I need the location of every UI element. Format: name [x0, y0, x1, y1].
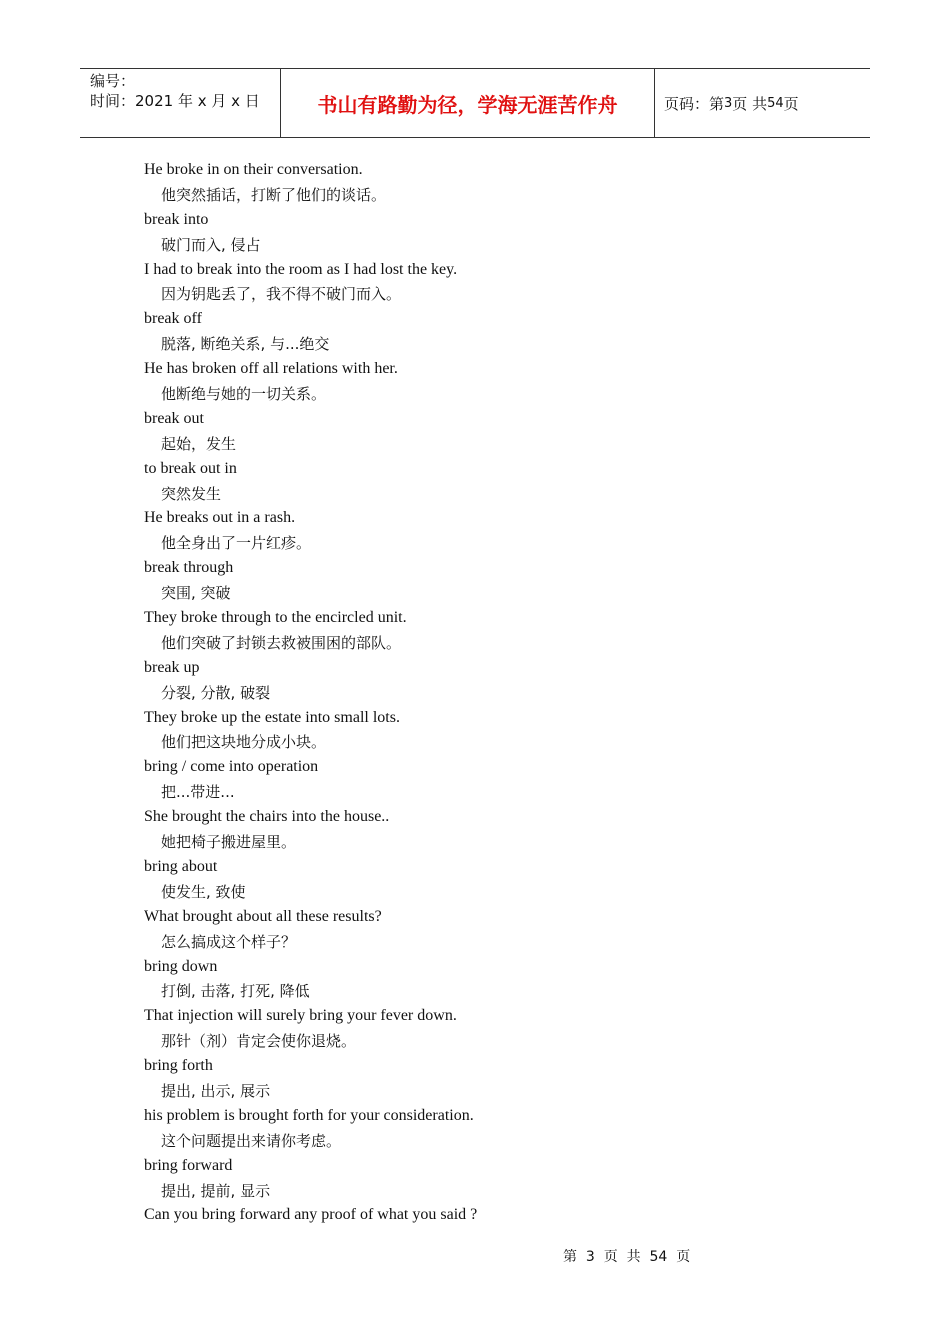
- page-mid: 页 共: [732, 94, 768, 113]
- translation-line: 这个问题提出来请你考虑。: [161, 1131, 342, 1150]
- serial-label: 编号：: [90, 72, 136, 90]
- document-body: [144, 158, 844, 1228]
- translation-line: 起始，发生: [161, 434, 237, 453]
- translation-line: 他们把这块地分成小块。: [161, 733, 327, 752]
- english-line: bring / come into operation: [144, 758, 319, 776]
- page-total: 54: [767, 95, 784, 111]
- english-line: What brought about all these results?: [144, 907, 382, 925]
- page-current: 3: [724, 95, 733, 111]
- english-line: break up: [144, 658, 200, 676]
- translation-line: 打倒, 击落, 打死, 降低: [161, 982, 310, 1001]
- english-line: bring down: [144, 957, 218, 975]
- translation-line: 那针（剂）肯定会使你退烧。: [161, 1032, 357, 1051]
- translation-line: 脱落, 断绝关系, 与...绝交: [161, 335, 330, 354]
- english-line: He has broken off all relations with her.: [144, 360, 398, 378]
- translation-line: 他全身出了一片红疹。: [161, 534, 312, 553]
- translation-line: 怎么搞成这个样子？: [161, 932, 297, 951]
- translation-line: 突然发生: [161, 484, 222, 503]
- translation-line: 使发生, 致使: [161, 882, 246, 901]
- translation-line: 提出, 出示, 展示: [161, 1081, 271, 1100]
- english-line: They broke up the estate into small lots.: [144, 708, 400, 726]
- english-line: He broke in on their conversation.: [144, 161, 363, 178]
- english-line: That injection will surely bring your fever down.: [144, 1007, 457, 1025]
- page-suffix: 页: [783, 94, 799, 113]
- header-motto: 书山有路勤为径，学海无涯苦作舟: [281, 69, 655, 137]
- translation-line: 分裂, 分散, 破裂: [161, 683, 271, 702]
- english-line: I had to break into the room as I had lost the key.: [144, 260, 458, 278]
- header-info: [80, 69, 281, 137]
- translation-line: 他断绝与她的一切关系。: [161, 385, 327, 404]
- header-page-number: [655, 69, 870, 137]
- translation-line: 他突然插话，打断了他们的谈话。: [161, 185, 387, 204]
- translation-line: 他们突破了封锁去救被围困的部队。: [161, 633, 402, 652]
- english-line: bring about: [144, 857, 218, 875]
- translation-line: 把...带进...: [161, 783, 235, 802]
- translation-line: 提出, 提前, 显示: [161, 1181, 271, 1200]
- translation-line: 她把椅子搬进屋里。: [161, 833, 297, 852]
- english-line: Can you bring forward any proof of what you said ?: [144, 1206, 478, 1224]
- translation-line: 因为钥匙丢了，我不得不破门而入。: [161, 285, 402, 304]
- page-prefix: 页码：第: [664, 94, 725, 113]
- english-line: break through: [144, 559, 234, 577]
- translation-line: 突围, 突破: [161, 584, 231, 603]
- english-line: to break out in: [144, 459, 237, 477]
- english-line: bring forward: [144, 1156, 233, 1174]
- page-footer: 第 3 页 共 54 页: [563, 1249, 691, 1265]
- translation-line: 破门而入, 侵占: [161, 235, 261, 254]
- date-label: 时间：2021 年 x 月 x 日: [90, 92, 260, 110]
- english-line: They broke through to the encircled unit.: [144, 609, 407, 627]
- english-line: break into: [144, 210, 209, 228]
- english-line: his problem is brought forth for your consideration.: [144, 1106, 474, 1124]
- page-header: [80, 68, 870, 138]
- english-line: She brought the chairs into the house..: [144, 808, 390, 826]
- english-line: break off: [144, 310, 202, 328]
- english-line: He breaks out in a rash.: [144, 509, 296, 527]
- english-line: break out: [144, 409, 204, 427]
- english-line: bring forth: [144, 1057, 213, 1075]
